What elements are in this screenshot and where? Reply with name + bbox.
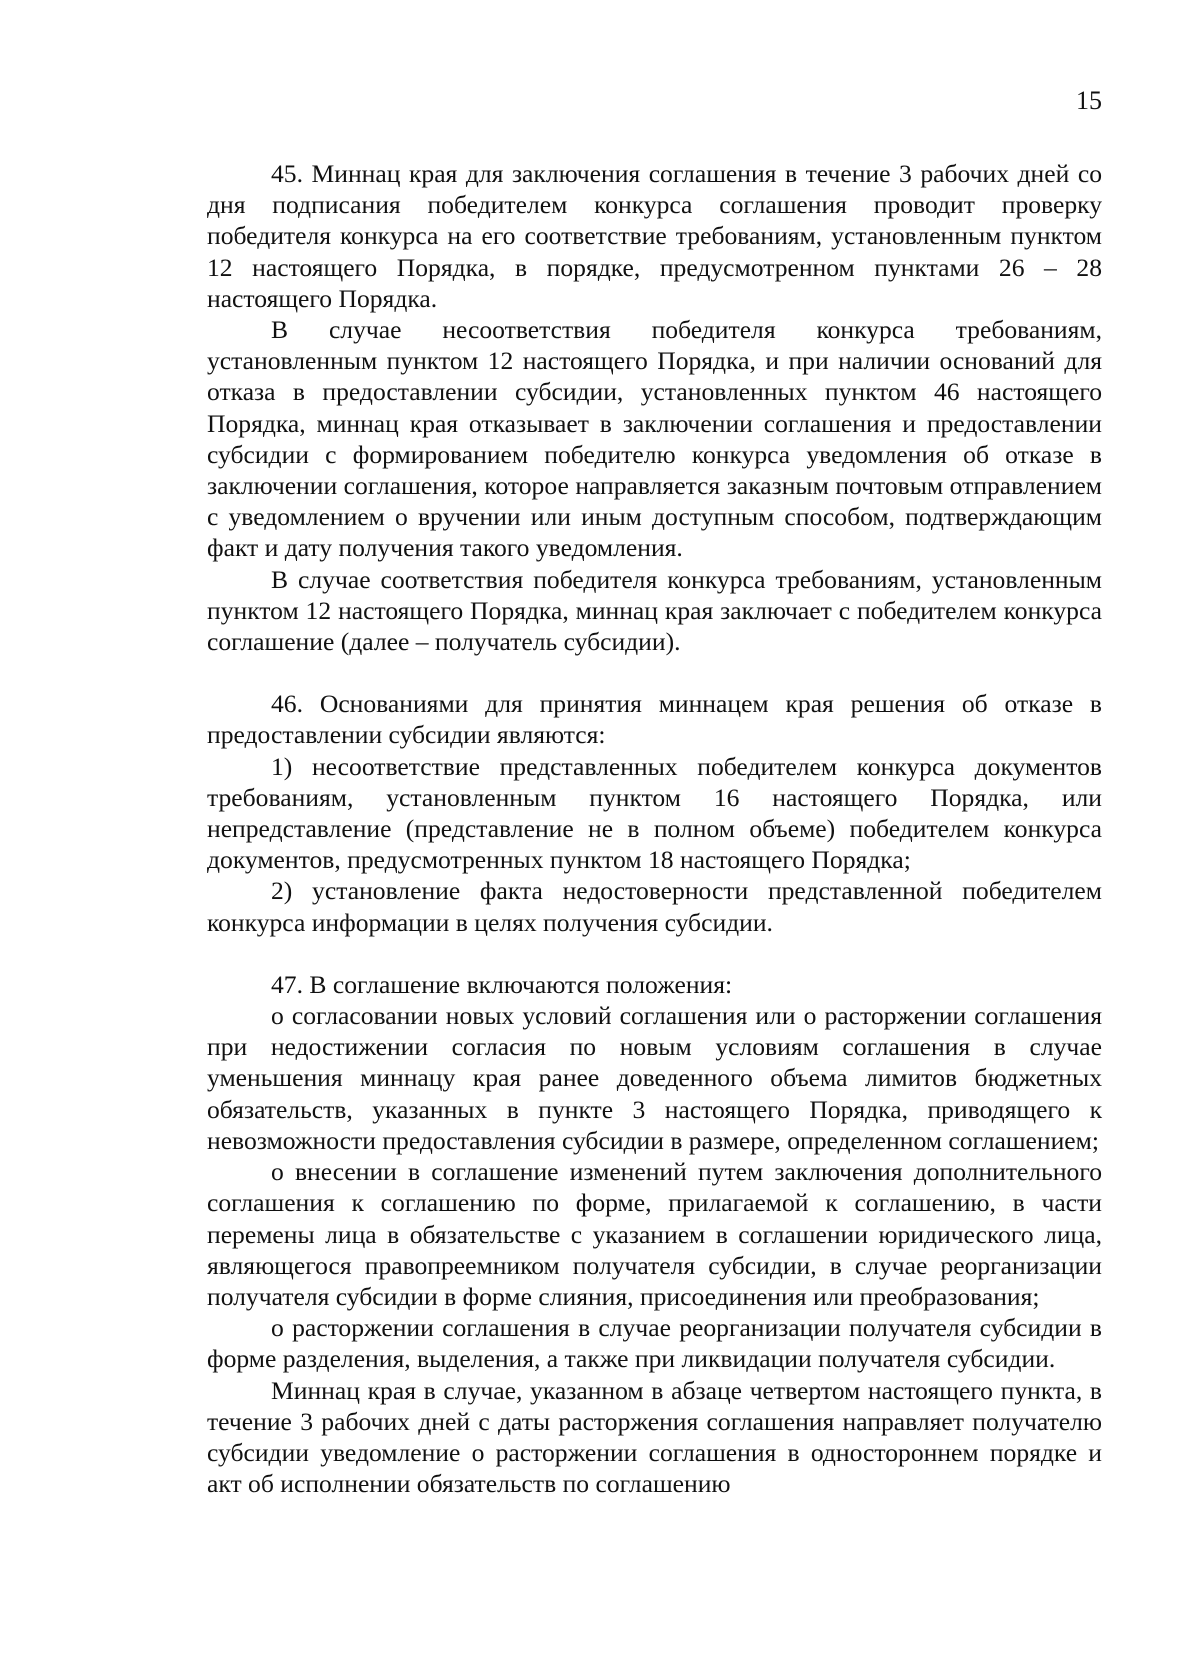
paragraph-47: 47. В соглашение включаются положения: — [271, 969, 733, 999]
paragraph-46-item-1: 1) несоответствие представленных победителем конкурса документов требованиям, установленным пунктом 16 настоящего Порядка, или непредставление (представление не в полном объеме) победителем конкурса документов, предусмотренных пунктом 18 настоящего Порядка; — [207, 751, 1102, 875]
paragraph-47-provision-2: о внесении в соглашение изменений путем заключения дополнительного соглашения к соглашению по форме, прилагаемой к соглашению, в части перемены лица в обязательстве с указанием в соглашении юридического лица, являющегося правопреемником получателя субсидии, в случае реорганизации получателя субсидии в форме слияния, присоединения или преобразования; — [207, 1157, 1102, 1311]
page-number: 15 — [1076, 86, 1102, 115]
paragraph-45-conclusion: В случае соответствия победителя конкурса требованиям, установленным пунктом 12 настоящего Порядка, миннац края заключает с победителем конкурса соглашение (далее – получатель субсидии). — [207, 564, 1102, 657]
document-body — [207, 158, 1102, 1499]
paragraph-46: 46. Основаниями для принятия миннацем края решения об отказе в предоставлении субсидии являются: — [207, 689, 1102, 750]
paragraph-45: 45. Миннац края для заключения соглашения в течение 3 рабочих дней со дня подписания победителем конкурса соглашения проводит проверку победителя конкурса на его соответствие требованиям, установленным пунктом 12 настоящего Порядка, в порядке, предусмотренном пунктами 26 – 28 настоящего Порядка. — [207, 159, 1102, 313]
paragraph-45-refusal: В случае несоответствия победителя конкурса требованиям, установленным пунктом 12 настоящего Порядка, и при наличии оснований для отказа в предоставлении субсидии, установленных пунктом 46 настоящего Порядка, миннац края отказывает в заключении соглашения и предоставлении субсидии с формированием победителю конкурса уведомления об отказе в заключении соглашения, которое направляется заказным почтовым отправлением с уведомлением о вручении или иным доступным способом, подтверждающим факт и дату получения такого уведомления. — [207, 315, 1102, 563]
paragraph-47-provision-1: о согласовании новых условий соглашения или о расторжении соглашения при недостижении согласия по новым условиям соглашения в случае уменьшения миннацу края ранее доведенного объема лимитов бюджетных обязательств, указанных в пункте 3 настоящего Порядка, приводящего к невозможности предоставления субсидии в размере, определенном соглашением; — [207, 1001, 1102, 1155]
paragraph-46-item-2: 2) установление факта недостоверности представленной победителем конкурса информации в целях получения субсидии. — [207, 876, 1102, 937]
paragraph-47-termination: Миннац края в случае, указанном в абзаце четвертом настоящего пункта, в течение 3 рабочих дней с даты расторжения соглашения направляет получателю субсидии уведомление о расторжении соглашения в одностороннем порядке и акт об исполнении обязательств по соглашению — [207, 1375, 1102, 1499]
paragraph-47-provision-3: о расторжении соглашения в случае реорганизации получателя субсидии в форме разделения, выделения, а также при ликвидации получателя субсидии. — [207, 1313, 1102, 1374]
